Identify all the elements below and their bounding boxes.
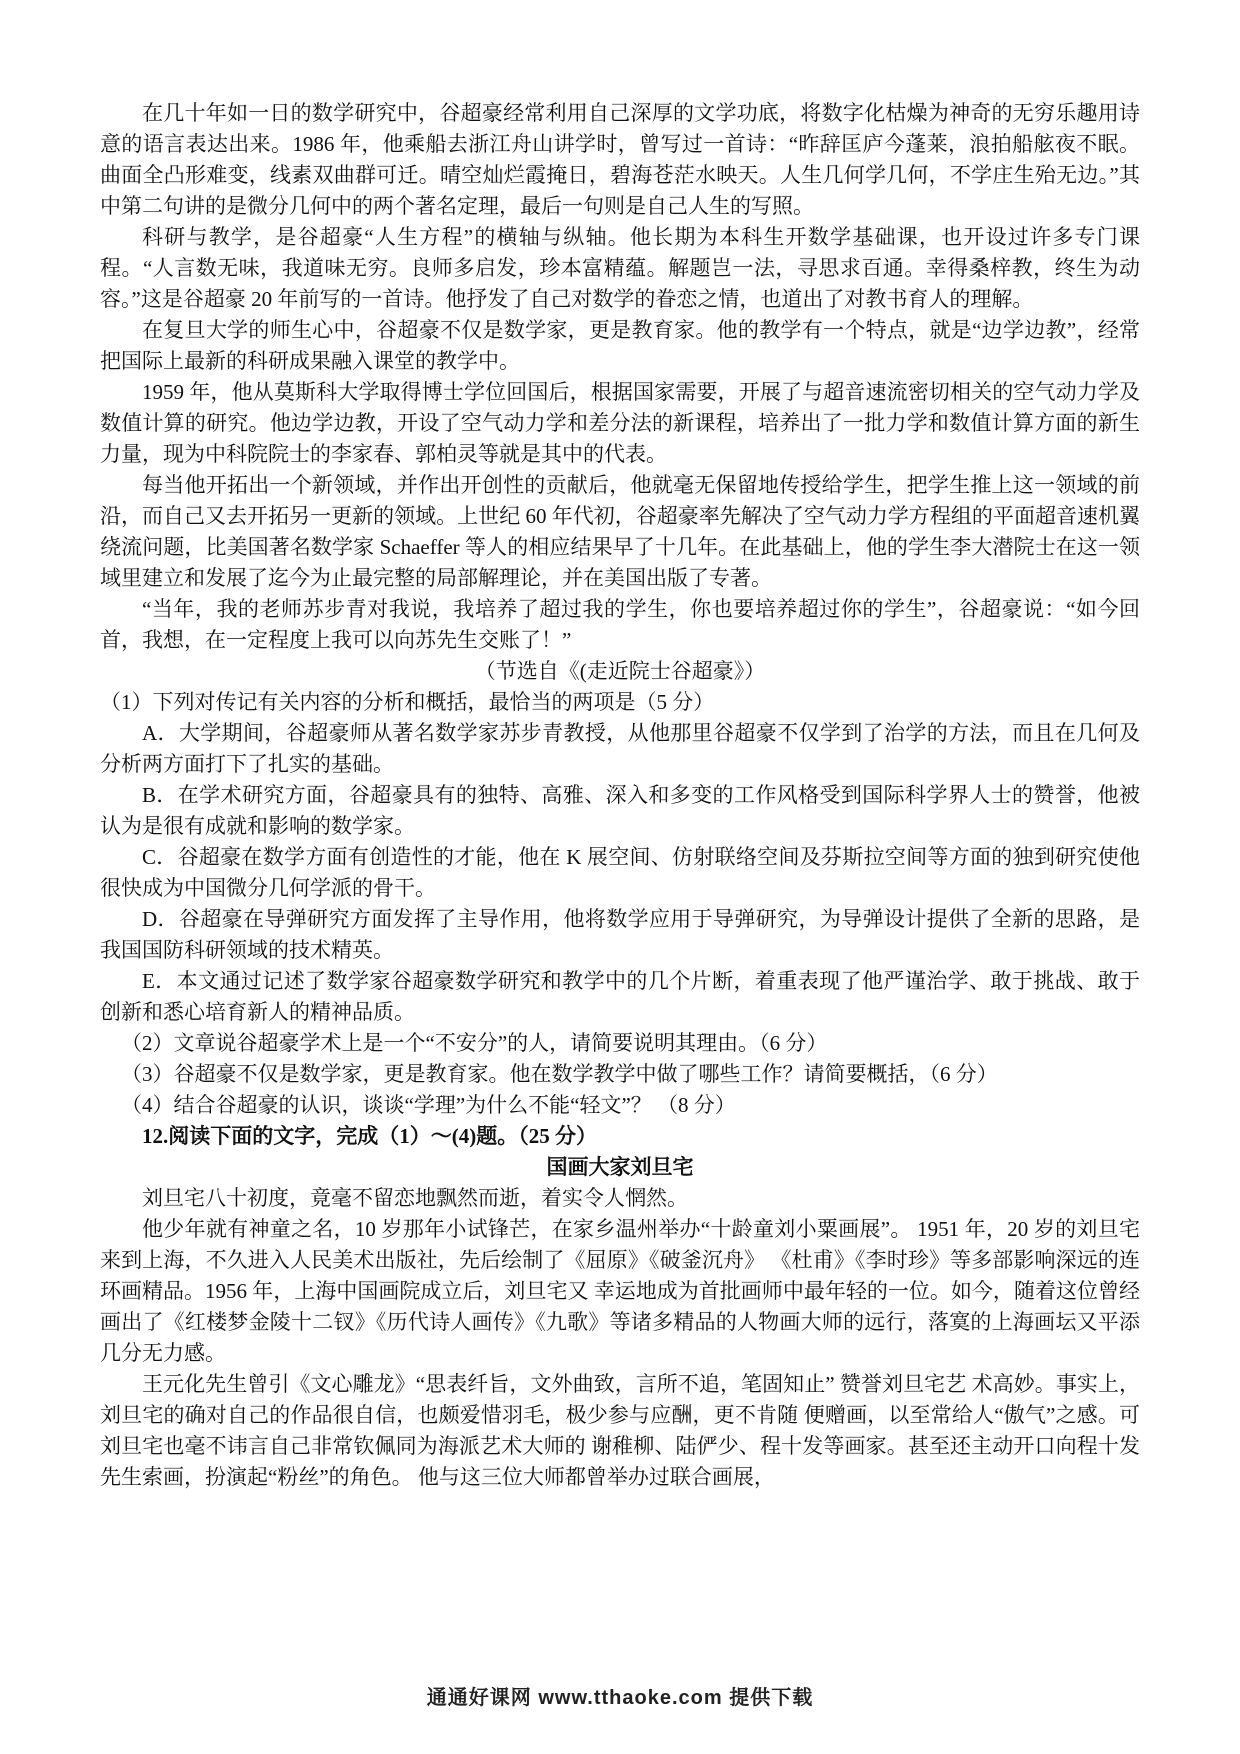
paragraph-body: B．在学术研究方面，谷超豪具有的独特、高雅、深入和多变的工作风格受到国际科学界人士的赞誉，他被认为是很有成就和影响的数学家。: [100, 783, 1140, 838]
paragraph-indent1: （4）结合谷超豪的认识，谈谈“学理”为什么不能“轻文”？ （8 分）: [121, 1093, 736, 1117]
paragraph-body: 刘旦宅八十初度，竟毫不留恋地飘然而逝，着实令人惘然。: [142, 1186, 688, 1210]
page-footer: 通通好课网 www.tthaoke.com 提供下载: [426, 1687, 814, 1709]
paragraph-body: 在复旦大学的师生心中，谷超豪不仅是数学家，更是教育家。他的教学有一个特点，就是“边学边教”，经常把国际上最新的科研成果融入课堂的教学中。: [100, 318, 1140, 373]
paragraph-body: 王元化先生曾引《文心雕龙》“思表纤旨，文外曲致，言所不追，笔固知止” 赞誉刘旦宅艺 术高妙。事实上，刘旦宅的确对自己的作品很自信，也颇爱惜羽毛，极少参与应酬，更不肯随 便赠画，以至常给人“傲气”之感。可刘旦宅也毫不讳言自己非常钦佩同为海派艺术大师的 谢稚柳、陆俨少、程十发等画家。甚至还主动开口向程十发先生索画，扮演起“粉丝”的角色。 他与这三位大师都曾举办过联合画展，: [100, 1372, 1140, 1489]
paragraph-body: 每当他开拓出一个新领域，并作出开创性的贡献后，他就毫无保留地传授给学生，把学生推上这一领域的前沿，而自己又去开拓另一更新的领域。上世纪 60 年代初，谷超豪率先解决了空气动力学方程组的平面超音速机翼绕流问题，比美国著名数学家 Schaeffer 等人的相应结果早了十几年。在此基础上，他的学生李大潜院士在这一领域里建立和发展了迄今为止最完整的局部解理论，并在美国出版了专著。: [100, 473, 1140, 590]
paragraph-indent1: （3）谷超豪不仅是数学家，更是教育家。他在数学教学中做了哪些工作？请简要概括，（6 分）: [121, 1062, 998, 1086]
paragraph-body: 他少年就有神童之名，10 岁那年小试锋芒，在家乡温州举办“十龄童刘小粟画展”。 1951 年，20 岁的刘旦宅来到上海，不久进入人民美术出版社，先后绘制了《屈原》《破釜沉舟》 《杜甫》《李时珍》等多部影响深远的连环画精品。1956 年，上海中国画院成立后，刘旦宅又 幸运地成为首批画师中最年轻的一位。如今，随着这位曾经画出了《红楼梦金陵十二钗》《历代诗人画传》《九歌》等诸多精品的人物画大师的远行，落寞的上海画坛又平添几分无力感。: [100, 1217, 1140, 1365]
paragraph-body: A．大学期间，谷超豪师从著名数学家苏步青教授，从他那里谷超豪不仅学到了治学的方法，而且在几何及分析两方面打下了扎实的基础。: [100, 721, 1140, 776]
paragraph-bold-indent: 12.阅读下面的文字，完成（1）～(4)题。（25 分）: [142, 1124, 597, 1148]
paragraph-body: C．谷超豪在数学方面有创造性的才能，他在 K 展空间、仿射联络空间及芬斯拉空间等方面的独到研究使他很快成为中国微分几何学派的骨干。: [100, 845, 1140, 900]
paragraph-body: E．本文通过记述了数学家谷超豪数学研究和教学中的几个片断，着重表现了他严谨治学、敢于挑战、敢于创新和悉心培育新人的精神品质。: [100, 969, 1140, 1024]
paragraph-title: 国画大家刘旦宅: [546, 1155, 694, 1179]
paragraph-body: 科研与教学，是谷超豪“人生方程”的横轴与纵轴。他长期为本科生开数学基础课，也开设过许多专门课程。“人言数无味，我道味无穷。良师多启发，珍本富精蕴。解题岂一法，寻思求百通。幸得桑梓教，终生为动容。”这是谷超豪 20 年前写的一首诗。他抒发了自己对数学的眷恋之情，也道出了对教书育人的理解。: [100, 225, 1140, 311]
paragraph-body: “当年，我的老师苏步青对我说，我培养了超过我的学生，你也要培养超过你的学生”，谷超豪说：“如今回首，我想，在一定程度上我可以向苏先生交账了！”: [100, 597, 1140, 652]
paragraph-body: 在几十年如一日的数学研究中，谷超豪经常利用自己深厚的文学功底，将数字化枯燥为神奇的无穷乐趣用诗意的语言表达出来。1986 年，他乘船去浙江舟山讲学时，曾写过一首诗：“昨辞匡庐今蓬莱，浪拍船舷夜不眠。曲面全凸形难变，线素双曲群可迁。晴空灿烂霞掩日，碧海苍茫水映天。人生几何学几何，不学庄生殆无边。”其中第二句讲的是微分几何中的两个著名定理，最后一句则是自己人生的写照。: [100, 101, 1140, 218]
paragraph-center: （节选自《(走近院士谷超豪》）: [474, 659, 766, 683]
paragraph-indent1: （2）文章说谷超豪学术上是一个“不安分”的人，请简要说明其理由。（6 分）: [121, 1031, 828, 1055]
document-body: [100, 98, 1140, 1493]
paragraph-body: 1959 年，他从莫斯科大学取得博士学位回国后，根据国家需要，开展了与超音速流密切相关的空气动力学及数值计算的研究。他边学边教，开设了空气动力学和差分法的新课程，培养出了一批力学和数值计算方面的新生力量，现为中科院院士的李家春、郭柏灵等就是其中的代表。: [100, 380, 1140, 466]
paragraph-flush: （1）下列对传记有关内容的分析和概括，最恰当的两项是（5 分）: [100, 690, 715, 714]
paragraph-body: D．谷超豪在导弹研究方面发挥了主导作用，他将数学应用于导弹研究，为导弹设计提供了全新的思路，是我国国防科研领域的技术精英。: [100, 907, 1140, 962]
